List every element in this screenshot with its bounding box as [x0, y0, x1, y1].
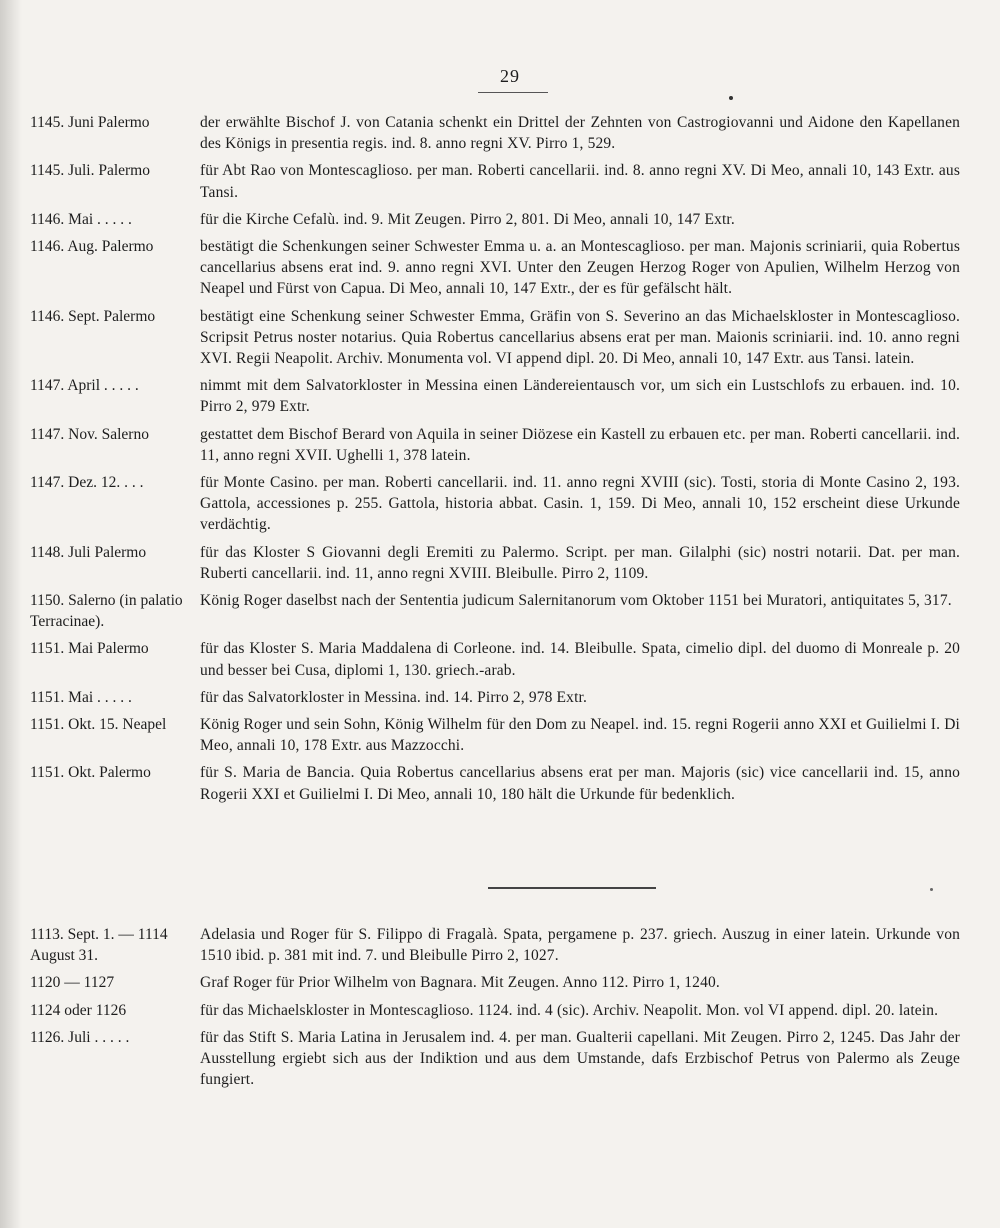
- entry-text: für das Kloster S. Maria Maddalena di Corleone. ind. 14. Bleibulle. Spata, cimelio dipl. del duomo di Monreale p. 20 und besser bei Cusa, diplomi 1, 130. griech.-arab.: [200, 640, 960, 679]
- regest-entry: [30, 112, 960, 154]
- regest-entry: [30, 472, 960, 536]
- entry-date: 1113. Sept. 1. — 1114 August 31.: [30, 926, 168, 965]
- section-separator: [488, 887, 656, 889]
- entry-text: für Monte Casino. per man. Roberti cancellarii. ind. 11. anno regni XVIII (sic). Tosti, storia di Monte Casino 2, 193. Gattola, accessiones p. 255. Gattola, historia abbat. Casin. 1, 159. Di Meo, annali 10, 152 erscheint diese Urkunde verdächtig.: [200, 474, 960, 534]
- entry-date: 1126. Juli . . . . .: [30, 1028, 130, 1046]
- entry-date: 1150. Salerno (in palatio Terracinae).: [30, 592, 183, 631]
- regest-entry: [30, 542, 960, 584]
- regest-entry: [30, 209, 960, 230]
- entry-text: Graf Roger für Prior Wilhelm von Bagnara. Mit Zeugen. Anno 112. Pirro 1, 1240.: [200, 974, 720, 992]
- entry-text: Adelasia und Roger für S. Filippo di Fragalà. Spata, pergamene p. 237. griech. Auszug in einer latein. Urkunde von 1510 ibid. p. 381 mit ind. 7. und Bleibulle Pirro 2, 1027.: [200, 926, 960, 965]
- regest-entry: [30, 714, 960, 756]
- entry-text: für S. Maria de Bancia. Quia Robertus cancellarius absens erat per man. Majoris (sic) vice cancellarii ind. 15, anno Rogerii XXI et Guilielmi I. Di Meo, annali 10, 180 hält die Urkunde für bedenklich.: [200, 764, 960, 803]
- entry-date: 1147. April . . . . .: [30, 377, 139, 395]
- entry-text: für Abt Rao von Montescaglioso. per man. Roberti cancellarii. ind. 8. anno regni XV. Di Meo, annali 10, 143 Extr. aus Tansi.: [200, 162, 960, 201]
- entry-text: für das Stift S. Maria Latina in Jerusalem ind. 4. per man. Gualterii capellani. Mit Zeugen. Pirro 2, 1245. Das Jahr der Ausstellung ergiebt sich aus der Indiktion und aus dem Umstande, dafs Erzbischof Petrus von Palermo als Zeuge fungiert.: [200, 1028, 960, 1089]
- page-gutter: [0, 0, 22, 1228]
- entry-date: 1145. Juli. Palermo: [30, 162, 150, 180]
- regest-entry: [30, 590, 960, 632]
- entry-date: 1147. Nov. Salerno: [30, 425, 149, 443]
- entry-text: gestattet dem Bischof Berard von Aquila in seiner Diözese ein Kastell zu erbauen etc. per man. Roberti cancellarii. ind. 11, anno regni XVII. Ughelli 1, 378 latein.: [200, 425, 960, 464]
- entry-text: für die Kirche Cefalù. ind. 9. Mit Zeugen. Pirro 2, 801. Di Meo, annali 10, 147 Extr.: [200, 210, 735, 228]
- regest-entry: [30, 375, 960, 417]
- entry-text: für das Kloster S Giovanni degli Eremiti zu Palermo. Script. per man. Gilalphi (sic) nostri notarii. Dat. per man. Ruberti cancellarii. ind. 11, anno regni XVIII. Bleibulle. Pirro 2, 1109.: [200, 543, 960, 582]
- regest-entry: [30, 924, 960, 966]
- entry-date: 1147. Dez. 12. . . .: [30, 474, 144, 492]
- regest-entry: [30, 236, 960, 300]
- regest-entry: [30, 306, 960, 370]
- entry-date: 1151. Okt. 15. Neapel: [30, 716, 167, 734]
- entry-text: König Roger daselbst nach der Sententia judicum Salernitanorum vom Oktober 1151 bei Muratori, antiquitates 5, 317.: [200, 592, 952, 610]
- entry-date: 1151. Mai . . . . .: [30, 688, 132, 706]
- page-number-rule: [478, 92, 548, 93]
- entry-text: nimmt mit dem Salvatorkloster in Messina einen Ländereientausch vor, um sich ein Lustschlofs zu erbauen. ind. 10. Pirro 2, 979 Extr.: [200, 377, 960, 416]
- undated-regesta-list: [30, 924, 960, 1096]
- entry-date: 1145. Juni Palermo: [30, 114, 150, 131]
- entry-text: der erwählte Bischof J. von Catania schenkt ein Drittel der Zehnten von Castrogiovanni und Aidone den Kapellanen des Königs in presentia regis. ind. 8. anno regni XV. Pirro 1, 529.: [200, 114, 960, 153]
- entry-date: 1151. Okt. Palermo: [30, 764, 151, 782]
- entry-date: 1124 oder 1126: [30, 1001, 127, 1019]
- regest-entry: [30, 687, 960, 708]
- regest-entry: [30, 424, 960, 466]
- regesta-list: [30, 112, 960, 811]
- entry-text: bestätigt eine Schenkung seiner Schwester Emma, Gräfin von S. Severino an das Michaelskloster in Montescaglioso. Scripsit Petrus noster notarius. Quia Robertus cancellarius absens erat per man. Maionis scriniarii. ind. 10. anno regni XVI. Regii Neapolit. Archiv. Monumenta vol. VI append dipl. 20. Di Meo, annali 10, 147 Extr. aus Tansi. latein.: [200, 307, 960, 368]
- page-number: 29: [500, 66, 520, 86]
- entry-date: 1151. Mai Palermo: [30, 640, 149, 658]
- margin-dot: [729, 96, 733, 100]
- entry-date: 1120 — 1127: [30, 974, 115, 992]
- entry-text: für das Michaelskloster in Montescaglioso. 1124. ind. 4 (sic). Archiv. Neapolit. Mon. vol VI append. dipl. 20. latein.: [200, 1001, 939, 1019]
- entry-text: König Roger und sein Sohn, König Wilhelm für den Dom zu Neapel. ind. 15. regni Rogerii anno XXI et Guilielmi I. Di Meo, annali 10, 178 Extr. aus Mazzocchi.: [200, 716, 960, 755]
- regest-entry: [30, 762, 960, 804]
- regest-entry: [30, 972, 960, 993]
- entry-date: 1146. Aug. Palermo: [30, 238, 154, 256]
- margin-dot: [930, 888, 933, 891]
- regest-entry: [30, 160, 960, 202]
- entry-date: 1148. Juli Palermo: [30, 543, 147, 561]
- regest-entry: [30, 638, 960, 680]
- regest-entry: [30, 1000, 960, 1021]
- entry-date: 1146. Sept. Palermo: [30, 307, 156, 325]
- regest-entry: [30, 1027, 960, 1091]
- entry-text: bestätigt die Schenkungen seiner Schwester Emma u. a. an Montescaglioso. per man. Majonis scriniarii, quia Robertus cancellarius absens erat ind. 9. anno regni XVI. Unter den Zeugen Herzog Roger von Apulien, Wilhelm Herzog von Neapel und Fürst von Capua. Di Meo, annali 10, 147 Extr., der es für gefälscht hält.: [200, 238, 960, 298]
- entry-date: 1146. Mai . . . . .: [30, 210, 132, 228]
- entry-text: für das Salvatorkloster in Messina. ind. 14. Pirro 2, 978 Extr.: [200, 688, 588, 706]
